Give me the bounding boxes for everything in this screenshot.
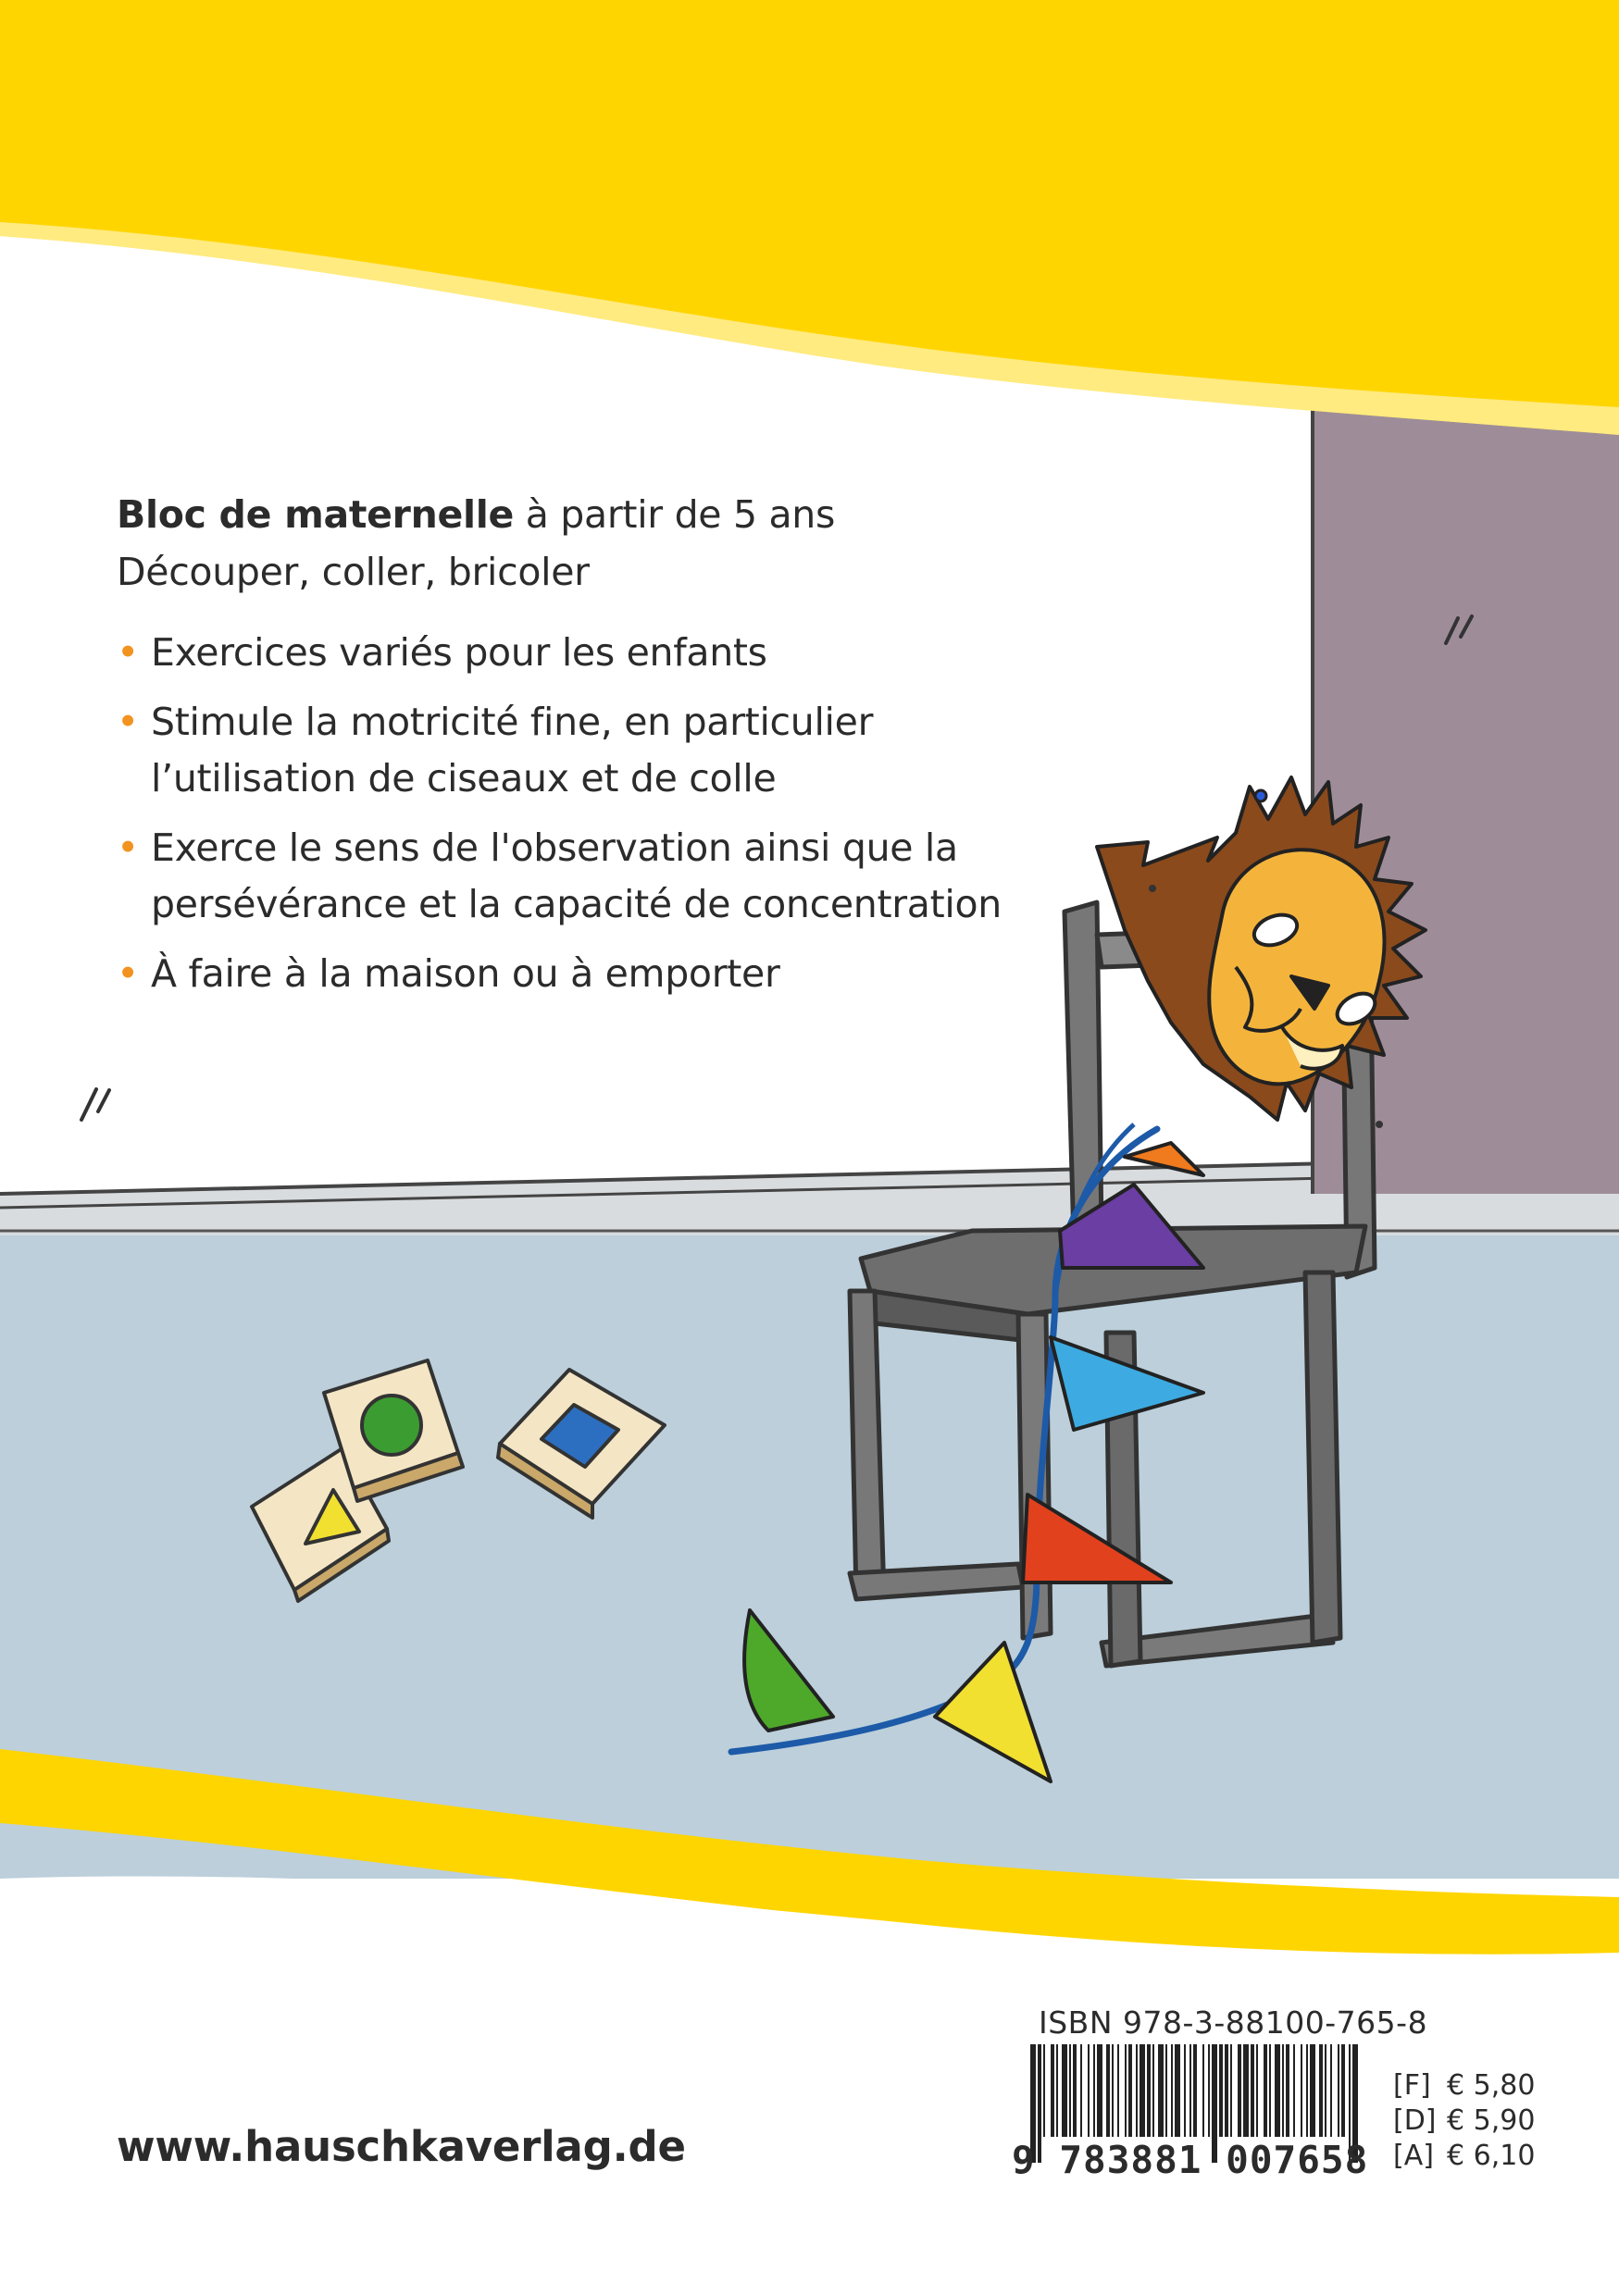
bullet-dot-icon: • xyxy=(117,630,139,675)
barcode-bar xyxy=(1043,2044,1045,2137)
barcode-bar xyxy=(1062,2044,1067,2137)
barcode-bar xyxy=(1152,2044,1154,2137)
barcode-bar xyxy=(1310,2044,1315,2137)
barcode-bar xyxy=(1184,2044,1186,2137)
barcode-bar xyxy=(1306,2044,1308,2137)
barcode-bar xyxy=(1093,2044,1095,2137)
intro-block xyxy=(117,486,1042,601)
barcode-bar xyxy=(1088,2044,1090,2137)
barcode-bar xyxy=(1330,2044,1332,2137)
list-item xyxy=(117,625,1042,681)
barcode-bar xyxy=(1165,2044,1167,2137)
barcode-bar xyxy=(1189,2044,1191,2137)
list-item xyxy=(117,820,1042,933)
price-country: [D] xyxy=(1393,2104,1437,2137)
barcode-bar xyxy=(1256,2044,1258,2137)
bullet-dot-icon: • xyxy=(117,951,139,996)
shape-cards-icon xyxy=(252,1360,665,1601)
price-value: € 6,10 xyxy=(1447,2140,1536,2172)
list-item-text: À faire à la maison ou à emporter xyxy=(151,951,780,996)
barcode-bar xyxy=(1219,2044,1223,2137)
barcode-bar xyxy=(1171,2044,1173,2137)
feature-list xyxy=(117,625,1042,1015)
barcode-bar xyxy=(1106,2044,1110,2137)
price-row xyxy=(1393,2139,1535,2174)
book-title-bold: Bloc de maternelle xyxy=(117,492,515,537)
barcode-bar xyxy=(1264,2044,1267,2137)
barcode-bar xyxy=(1319,2044,1323,2137)
barcode-bar xyxy=(1097,2044,1102,2137)
isbn-label: ISBN 978-3-88100-765-8 xyxy=(1039,2004,1428,2041)
price-list xyxy=(1393,2068,1535,2174)
barcode-bar xyxy=(1275,2044,1280,2137)
barcode-bar xyxy=(1125,2044,1127,2137)
list-item-text: Stimule la motricité fine, en particulier l’utilisation de ciseaux et de colle xyxy=(151,700,874,800)
barcode-bar xyxy=(1069,2044,1071,2137)
list-item xyxy=(117,694,1042,807)
list-item xyxy=(117,946,1042,1002)
book-title xyxy=(117,486,1042,543)
barcode-bar xyxy=(1080,2044,1082,2137)
barcode-bar xyxy=(1128,2044,1132,2137)
barcode-bar xyxy=(1112,2044,1114,2137)
barcode-bar xyxy=(1269,2044,1271,2137)
barcode-bar xyxy=(1286,2044,1289,2137)
card-square xyxy=(498,1370,665,1518)
barcode-bar xyxy=(1147,2044,1151,2137)
publisher-website[interactable]: www.hauschkaverlag.de xyxy=(117,2122,686,2171)
barcode-bar xyxy=(1301,2044,1302,2137)
price-value: € 5,90 xyxy=(1447,2104,1536,2137)
list-item-text: Exercices variés pour les enfants xyxy=(151,630,767,675)
barcode-bar xyxy=(1193,2044,1197,2137)
barcode-bar xyxy=(1251,2044,1254,2137)
list-item-text: Exerce le sens de l'observation ainsi que la persévérance et la capacité de concentration xyxy=(151,825,1002,926)
barcode-bar xyxy=(1158,2044,1164,2137)
barcode-bar xyxy=(1175,2044,1180,2137)
book-subtitle: Découper, coller, bricoler xyxy=(117,550,590,594)
price-row xyxy=(1393,2104,1535,2139)
barcode-bar xyxy=(1202,2044,1204,2137)
barcode-bar xyxy=(1282,2044,1284,2137)
barcode-digits: 9 783881 007658 xyxy=(1012,2138,1369,2182)
barcode-bar xyxy=(1225,2044,1228,2137)
bullet-dot-icon: • xyxy=(117,700,139,744)
barcode-bar xyxy=(1136,2044,1138,2137)
barcode-bar xyxy=(1140,2044,1145,2137)
barcode-bar xyxy=(1208,2044,1210,2137)
barcode-bar xyxy=(1073,2044,1077,2137)
barcode-bar xyxy=(1230,2044,1232,2137)
barcode-bar xyxy=(1056,2044,1058,2137)
price-value: € 5,80 xyxy=(1447,2069,1536,2102)
barcode-bar xyxy=(1243,2044,1249,2137)
barcode-bar xyxy=(1341,2044,1345,2137)
price-row xyxy=(1393,2068,1535,2104)
barcode-bar xyxy=(1051,2044,1054,2137)
barcode-bar xyxy=(1293,2044,1295,2137)
price-country: [F] xyxy=(1393,2069,1431,2102)
barcode-bar xyxy=(1238,2044,1241,2137)
barcode-bar xyxy=(1117,2044,1119,2137)
barcode-bar xyxy=(1338,2044,1339,2137)
lion-mask-icon xyxy=(1097,777,1426,1128)
book-title-age: à partir de 5 ans xyxy=(514,492,836,537)
price-country: [A] xyxy=(1393,2140,1434,2172)
barcode-bar xyxy=(1325,2044,1326,2137)
bullet-dot-icon: • xyxy=(117,825,139,870)
